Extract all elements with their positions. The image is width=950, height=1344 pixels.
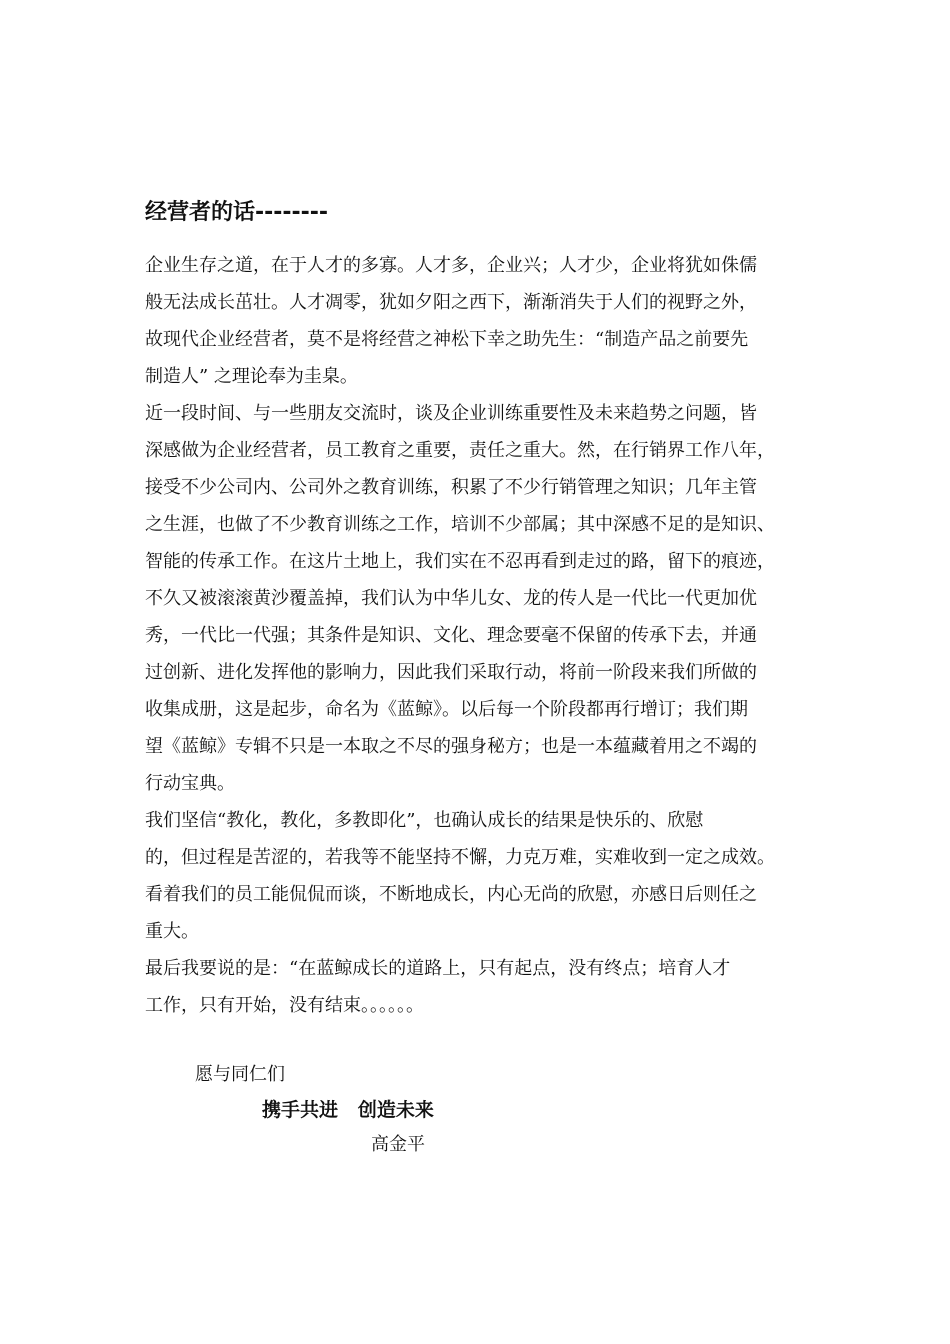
body-line: 我们坚信“教化，教化，多教即化”，也确认成长的结果是快乐的、欣慰 [145, 810, 704, 831]
body-line: 深感做为企业经营者，员工教育之重要，责任之重大。然，在行销界工作八年， [145, 440, 775, 461]
body-line: 重大。 [145, 921, 199, 942]
body-line: 看着我们的员工能侃侃而谈，不断地成长，内心无尚的欣慰，亦感日后则任之 [145, 884, 757, 905]
body-line: 行动宝典。 [145, 773, 235, 794]
body-line: 工作，只有开始，没有结束。。。。。。 [145, 995, 424, 1016]
slogan: 携手共进 创造未来 [262, 1099, 434, 1121]
body-line: 秀，一代比一代强；其条件是知识、文化、理念要毫不保留的传承下去，并通 [145, 625, 757, 646]
body-line: 收集成册，这是起步，命名为《蓝鲸》。以后每一个阶段都再行增订；我们期 [145, 699, 748, 720]
body-line: 过创新、进化发挥他的影响力，因此我们采取行动，将前一阶段来我们所做的 [145, 662, 757, 683]
body-line: 之生涯，也做了不少教育训练之工作，培训不少部属；其中深感不足的是知识、 [145, 514, 775, 535]
body-line: 近一段时间、与一些朋友交流时，谈及企业训练重要性及未来趋势之问题，皆 [145, 403, 757, 424]
body-line: 的，但过程是苦涩的，若我等不能坚持不懈，力克万难，实难收到一定之成效。 [145, 847, 775, 868]
body-line: 故现代企业经营者，莫不是将经营之神松下幸之助先生：“制造产品之前要先 [145, 329, 749, 350]
body-line: 不久又被滚滚黄沙覆盖掉，我们认为中华儿女、龙的传人是一代比一代更加优 [145, 588, 757, 609]
body-line: 接受不少公司内、公司外之教育训练，积累了不少行销管理之知识；几年主管 [145, 477, 757, 498]
closing-line: 愿与同仁们 [195, 1064, 285, 1085]
body-line: 企业生存之道，在于人才的多寡。人才多，企业兴；人才少，企业将犹如侏儒 [145, 255, 757, 276]
body-line: 智能的传承工作。在这片土地上，我们实在不忍再看到走过的路，留下的痕迹， [145, 551, 775, 572]
body-line: 制造人” 之理论奉为圭臬。 [145, 366, 358, 387]
body-line: 望《蓝鲸》专辑不只是一本取之不尽的强身秘方；也是一本蕴藏着用之不竭的 [145, 736, 757, 757]
body-line: 般无法成长茁壮。人才凋零，犹如夕阳之西下，渐渐消失于人们的视野之外， [145, 292, 757, 313]
body-text [145, 247, 815, 1024]
body-line: 最后我要说的是：“在蓝鲸成长的道路上，只有起点，没有终点；培育人才 [145, 958, 731, 979]
signature: 高金平 [371, 1134, 425, 1155]
page-title: 经营者的话-------- [145, 200, 329, 225]
